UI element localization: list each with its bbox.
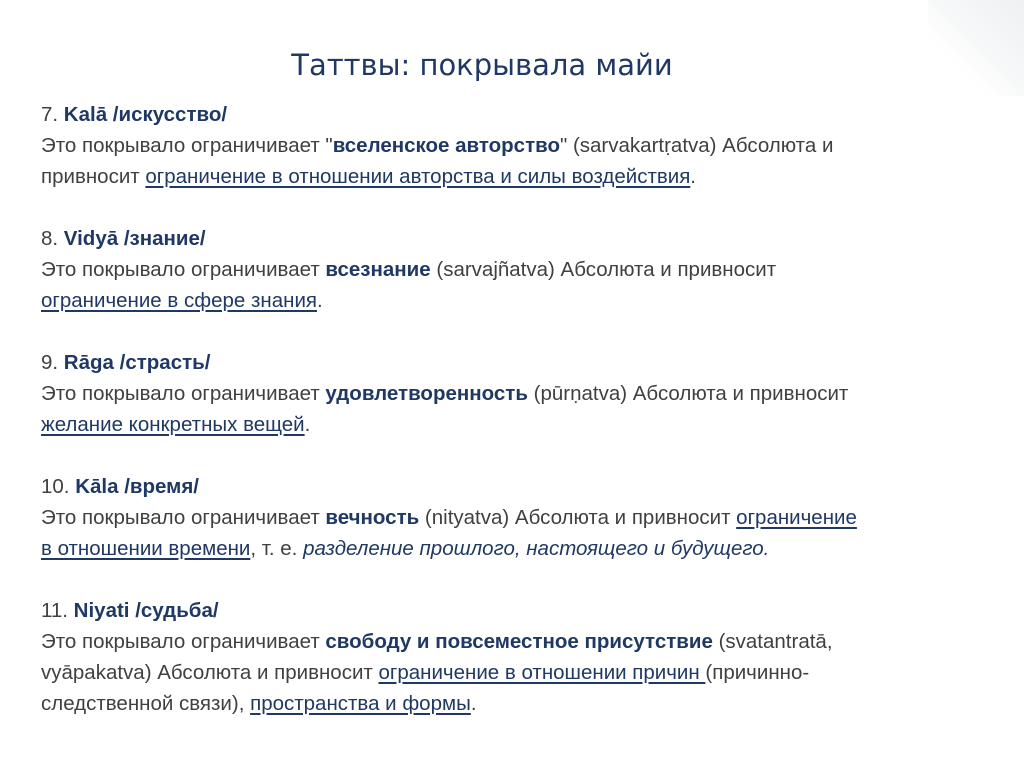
- underlined-text: ограничение: [736, 506, 857, 529]
- entry-line: [41, 626, 1001, 657]
- text: .: [317, 289, 323, 312]
- entry-number: 10.: [41, 475, 76, 498]
- bold-text: удовлетворенность: [325, 382, 528, 405]
- entry-line: [41, 254, 1001, 285]
- entry-line: [41, 409, 1001, 440]
- text: .: [470, 692, 477, 715]
- entry-translation: /страсть/: [113, 351, 211, 374]
- entry-translation: /знание/: [118, 227, 206, 250]
- entry-number: 11.: [41, 599, 74, 622]
- text: " (sarvakartṛatva) Абсолюта и: [559, 134, 834, 157]
- entry-term: Rāga: [63, 351, 114, 374]
- bold-text: свободу и повсеместное присутствие: [325, 630, 713, 653]
- text: Это покрывало ограничивает: [41, 630, 326, 653]
- entry-line: [41, 533, 1001, 564]
- slide-content: [41, 99, 1001, 750]
- underlined-text: ограничение в отношении авторства и силы воздействия: [145, 165, 691, 188]
- entry-translation: /судьба/: [129, 599, 219, 622]
- entry-heading: [41, 223, 1001, 254]
- entry-line: [41, 161, 1001, 192]
- entry-line: [41, 657, 1001, 688]
- underlined-text: желание конкретных вещей: [41, 413, 305, 436]
- entry-line: [41, 378, 1001, 409]
- text: (nityatva) Абсолюта и привносит: [419, 506, 737, 529]
- entry-number: 7.: [41, 103, 64, 126]
- entry-kaala: [41, 471, 1001, 564]
- underlined-text: ограничение в сфере знания: [41, 289, 317, 312]
- text: следственной связи),: [41, 692, 251, 715]
- entry-translation: /искусство/: [107, 103, 228, 126]
- bold-text: вселенское авторство: [332, 134, 560, 157]
- text: .: [304, 413, 311, 436]
- text: Это покрывало ограничивает: [41, 506, 326, 529]
- underlined-text: пространства и формы: [250, 692, 471, 715]
- bold-text: вечность: [325, 506, 420, 529]
- slide-title: Таттвы: покрывала майи: [291, 48, 673, 82]
- entry-line: [41, 130, 1001, 161]
- text: (svatantratā,: [712, 630, 833, 653]
- text: Это покрывало ограничивает: [41, 258, 326, 281]
- entry-translation: /время/: [118, 475, 199, 498]
- entry-niyati: [41, 595, 1001, 719]
- underlined-text: в отношении времени: [41, 537, 251, 560]
- entry-vidya: [41, 223, 1001, 316]
- bold-text: всезнание: [325, 258, 431, 281]
- text: (sarvajñatva) Абсолюта и привносит: [430, 258, 777, 281]
- text: привносит: [41, 165, 146, 188]
- entry-heading: [41, 595, 1001, 626]
- entry-term: Kāla: [75, 475, 119, 498]
- underlined-text: ограничение в отношении причин: [378, 661, 706, 684]
- entry-line: [41, 502, 1001, 533]
- text: vyāpakatva) Абсолюта и привносит: [41, 661, 379, 684]
- italic-text: разделение прошлого, настоящего и будущего.: [303, 537, 770, 560]
- entry-term: Vidyā: [63, 227, 119, 250]
- text: Это покрывало ограничивает ": [41, 134, 333, 157]
- text: .: [690, 165, 696, 188]
- text: (pūrṇatva) Абсолюта и привносит: [527, 382, 849, 405]
- entry-number: 9.: [41, 351, 64, 374]
- entry-heading: [41, 99, 1001, 130]
- entry-line: [41, 285, 1001, 316]
- entry-raga: [41, 347, 1001, 440]
- entry-number: 8.: [41, 227, 64, 250]
- text: , т. е.: [250, 537, 304, 560]
- entry-term: Kalā: [63, 103, 108, 126]
- text: (причинно-: [705, 661, 810, 684]
- entry-line: [41, 688, 1001, 719]
- text: Это покрывало ограничивает: [41, 382, 326, 405]
- entry-kala: [41, 99, 1001, 192]
- entry-heading: [41, 347, 1001, 378]
- entry-heading: [41, 471, 1001, 502]
- entry-term: Niyati: [73, 599, 130, 622]
